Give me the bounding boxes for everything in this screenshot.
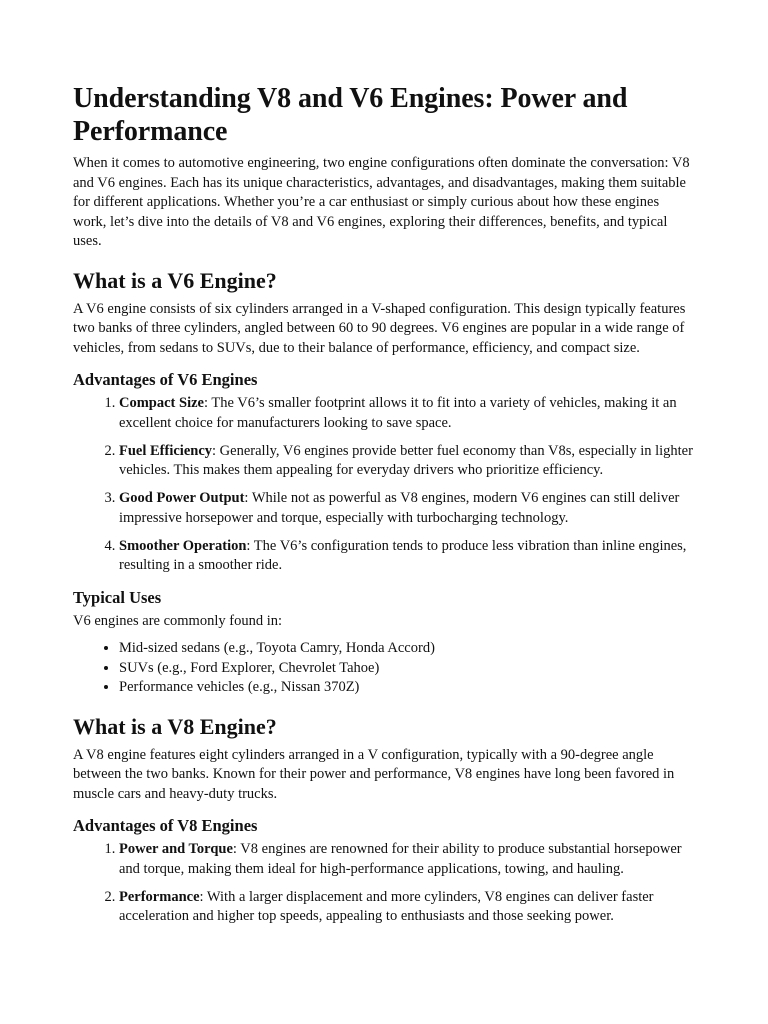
intro-paragraph: When it comes to automotive engineering, two engine configurations often dominate the conversation: V8 and V6 engines. Each has its unique characteristics, advantages, and disadvantages, making them suitable for different applications. Whether you’re a car enthusiast or simply curious about how these engines work, let’s dive into the details of V8 and V6 engines, exploring their differences, benefits, and typical uses.: [73, 155, 690, 249]
typical-uses-heading: Typical Uses: [73, 587, 162, 607]
list-item-text: : Generally, V6 engines provide better fuel economy than V8s, especially in lighter vehicles. This makes them appealing for everyday drivers who prioritize efficiency.: [119, 442, 693, 478]
v8-advantages-list: [73, 840, 695, 927]
list-item: • Performance vehicles (e.g., Nissan 370Z): [119, 678, 695, 698]
list-item-text: : While not as powerful as V8 engines, modern V6 engines can still deliver impressive horsepower and torque, especially with turbocharging technology.: [119, 490, 680, 526]
list-item-term: Power and Torque: [119, 841, 233, 857]
list-item-text: : With a larger displacement and more cylinders, V8 engines can deliver faster acceleration and higher top speeds, appealing to enthusiasts and those seeking power.: [119, 888, 654, 924]
v6-advantages-list: [73, 394, 695, 576]
list-item-text: : The V6’s smaller footprint allows it to fit into a variety of vehicles, making it an excellent choice for manufacturers looking to save space.: [119, 395, 677, 431]
list-item-term: Performance: [119, 888, 200, 905]
page-title: Understanding V8 and V6 Engines: Power and Performance: [73, 83, 628, 147]
list-item-term: Fuel Efficiency: [119, 442, 213, 459]
typical-uses-list: [73, 639, 695, 698]
v8-paragraph: A V8 engine features eight cylinders arranged in a V configuration, typically with a 90-degree angle between the two banks. Known for their power and performance, V8 engines have long been favored in muscle cars and heavy-duty trucks.: [73, 746, 675, 802]
list-item: [119, 394, 695, 433]
list-item: [119, 537, 695, 576]
list-item-term: Compact Size: [119, 395, 204, 411]
list-item-term: Smoother Operation: [119, 537, 247, 554]
list-item: • SUVs (e.g., Ford Explorer, Chevrolet Tahoe): [119, 659, 695, 679]
list-item: [119, 442, 695, 481]
list-item: [119, 489, 695, 528]
list-item: [119, 840, 695, 879]
v6-heading: What is a V6 Engine?: [73, 267, 277, 293]
list-item: • Mid-sized sedans (e.g., Toyota Camry, Honda Accord): [119, 639, 695, 659]
typical-uses-intro: V6 engines are commonly found in:: [73, 612, 282, 629]
list-item-text: : V8 engines are renowned for their ability to produce substantial horsepower and torque, making them ideal for high-performance applications, towing, and hauling.: [119, 841, 682, 877]
v8-heading: What is a V8 Engine?: [73, 713, 277, 739]
v6-paragraph: A V6 engine consists of six cylinders arranged in a V-shaped configuration. This design typically features two banks of three cylinders, angled between 60 to 90 degrees. V6 engines are popular in a wide range of vehicles, from sedans to SUVs, due to their balance of performance, efficiency, and compact size.: [73, 300, 686, 356]
list-item-text: : The V6’s configuration tends to produce less vibration than inline engines, resulting in a smoother ride.: [119, 537, 687, 573]
v6-advantages-heading: Advantages of V6 Engines: [73, 370, 258, 389]
list-item-term: Good Power Output: [119, 490, 245, 506]
list-item: [119, 888, 695, 927]
v8-advantages-heading: Advantages of V8 Engines: [73, 816, 258, 835]
